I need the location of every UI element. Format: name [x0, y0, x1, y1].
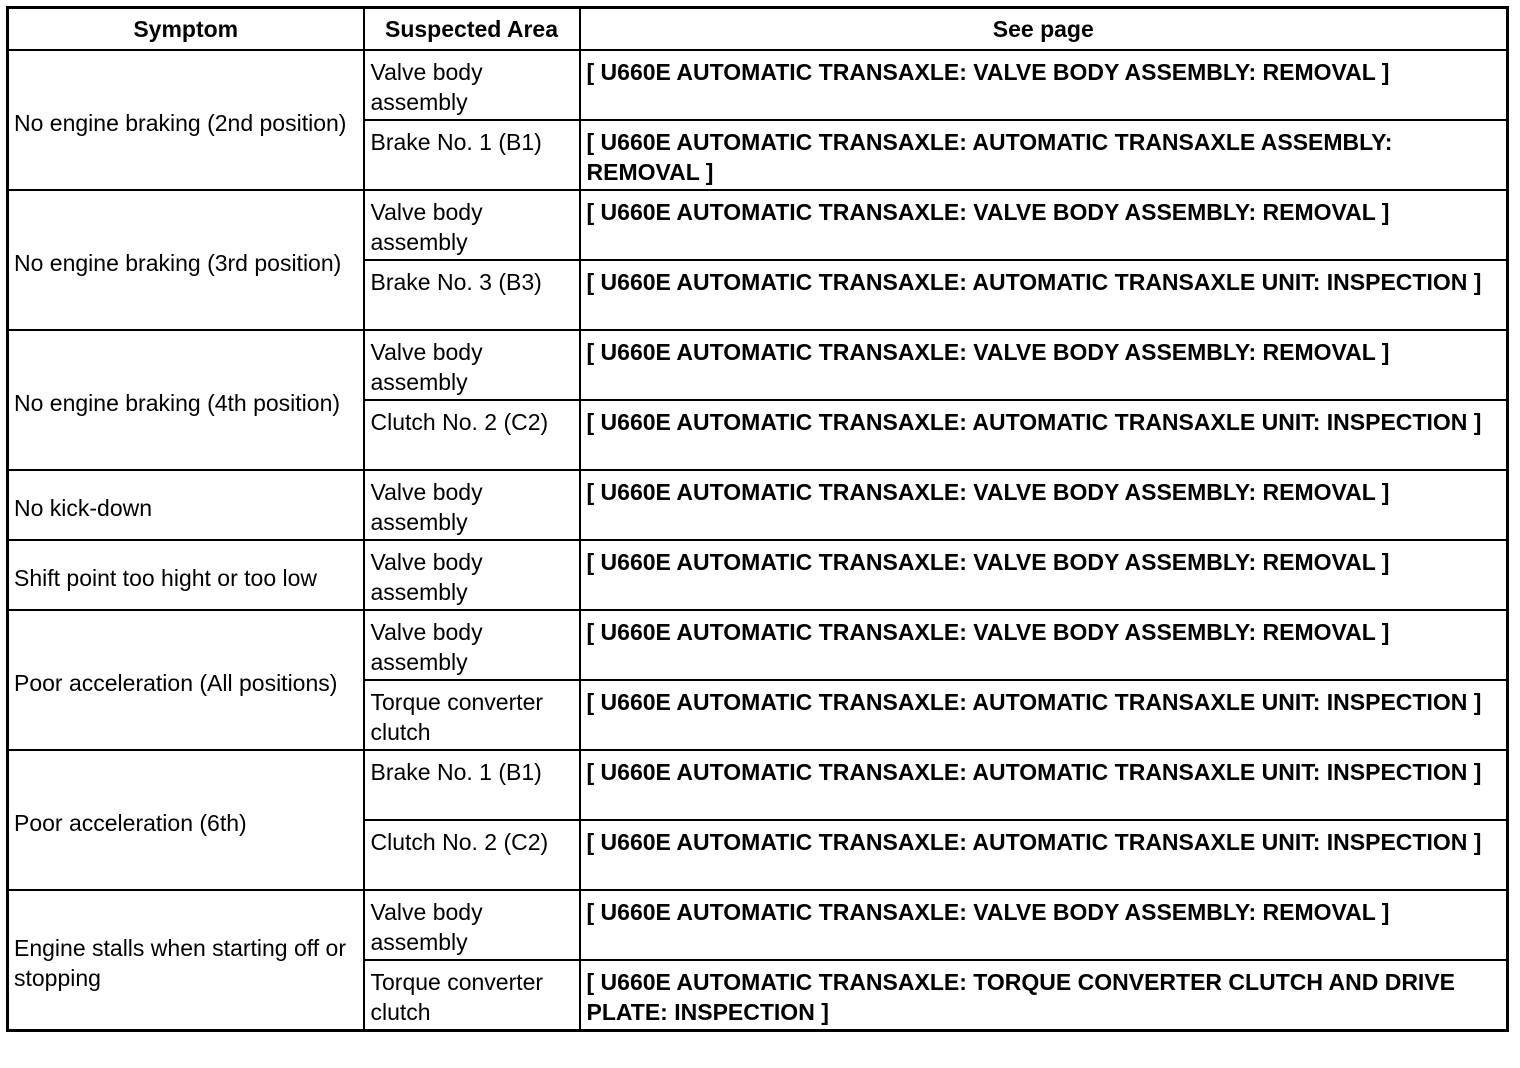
see-page-link[interactable]: [ U660E AUTOMATIC TRANSAXLE: VALVE BODY ASSEMBLY: REMOVAL ]: [580, 470, 1508, 540]
symptom-cell: No engine braking (3rd position): [8, 190, 364, 330]
suspected-area-cell: Valve body assembly: [364, 330, 580, 400]
table-row: [8, 750, 1508, 820]
suspected-area-cell: Brake No. 1 (B1): [364, 120, 580, 190]
suspected-area-cell: Clutch No. 2 (C2): [364, 400, 580, 470]
see-page-link[interactable]: [ U660E AUTOMATIC TRANSAXLE: VALVE BODY ASSEMBLY: REMOVAL ]: [580, 540, 1508, 610]
suspected-area-cell: Valve body assembly: [364, 470, 580, 540]
symptom-cell: No engine braking (2nd position): [8, 50, 364, 190]
see-page-link[interactable]: [ U660E AUTOMATIC TRANSAXLE: AUTOMATIC TRANSAXLE UNIT: INSPECTION ]: [580, 750, 1508, 820]
see-page-link[interactable]: [ U660E AUTOMATIC TRANSAXLE: VALVE BODY ASSEMBLY: REMOVAL ]: [580, 610, 1508, 680]
suspected-area-cell: Valve body assembly: [364, 610, 580, 680]
table-row: [8, 50, 1508, 120]
symptom-cell: Shift point too hight or too low: [8, 540, 364, 610]
symptom-cell: Poor acceleration (6th): [8, 750, 364, 890]
table-row: [8, 470, 1508, 540]
see-page-link[interactable]: [ U660E AUTOMATIC TRANSAXLE: TORQUE CONVERTER CLUTCH AND DRIVE PLATE: INSPECTION ]: [580, 960, 1508, 1030]
suspected-area-cell: Valve body assembly: [364, 50, 580, 120]
table-row: [8, 890, 1508, 960]
see-page-link[interactable]: [ U660E AUTOMATIC TRANSAXLE: AUTOMATIC TRANSAXLE ASSEMBLY: REMOVAL ]: [580, 120, 1508, 190]
table-row: [8, 540, 1508, 610]
see-page-link[interactable]: [ U660E AUTOMATIC TRANSAXLE: VALVE BODY ASSEMBLY: REMOVAL ]: [580, 890, 1508, 960]
suspected-area-cell: Brake No. 1 (B1): [364, 750, 580, 820]
suspected-area-cell: Torque converter clutch: [364, 960, 580, 1030]
header-row: [8, 8, 1508, 51]
suspected-area-cell: Torque converter clutch: [364, 680, 580, 750]
suspected-area-cell: Clutch No. 2 (C2): [364, 820, 580, 890]
suspected-area-column-header: Suspected Area: [364, 8, 580, 51]
symptom-cell: No kick-down: [8, 470, 364, 540]
table-row: [8, 190, 1508, 260]
symptom-cell: Poor acceleration (All positions): [8, 610, 364, 750]
table-row: [8, 330, 1508, 400]
see-page-column-header: See page: [580, 8, 1508, 51]
see-page-link[interactable]: [ U660E AUTOMATIC TRANSAXLE: AUTOMATIC TRANSAXLE UNIT: INSPECTION ]: [580, 260, 1508, 330]
suspected-area-cell: Valve body assembly: [364, 190, 580, 260]
table-row: [8, 610, 1508, 680]
suspected-area-cell: Brake No. 3 (B3): [364, 260, 580, 330]
symptom-cell: No engine braking (4th position): [8, 330, 364, 470]
see-page-link[interactable]: [ U660E AUTOMATIC TRANSAXLE: AUTOMATIC TRANSAXLE UNIT: INSPECTION ]: [580, 400, 1508, 470]
see-page-link[interactable]: [ U660E AUTOMATIC TRANSAXLE: AUTOMATIC TRANSAXLE UNIT: INSPECTION ]: [580, 680, 1508, 750]
see-page-link[interactable]: [ U660E AUTOMATIC TRANSAXLE: VALVE BODY ASSEMBLY: REMOVAL ]: [580, 330, 1508, 400]
see-page-link[interactable]: [ U660E AUTOMATIC TRANSAXLE: VALVE BODY ASSEMBLY: REMOVAL ]: [580, 50, 1508, 120]
see-page-link[interactable]: [ U660E AUTOMATIC TRANSAXLE: AUTOMATIC TRANSAXLE UNIT: INSPECTION ]: [580, 820, 1508, 890]
symptom-column-header: Symptom: [8, 8, 364, 51]
suspected-area-cell: Valve body assembly: [364, 540, 580, 610]
see-page-link[interactable]: [ U660E AUTOMATIC TRANSAXLE: VALVE BODY ASSEMBLY: REMOVAL ]: [580, 190, 1508, 260]
suspected-area-cell: Valve body assembly: [364, 890, 580, 960]
diagnosis-table: [6, 6, 1509, 1032]
table-body: [8, 50, 1508, 1030]
symptom-cell: Engine stalls when starting off or stopping: [8, 890, 364, 1030]
